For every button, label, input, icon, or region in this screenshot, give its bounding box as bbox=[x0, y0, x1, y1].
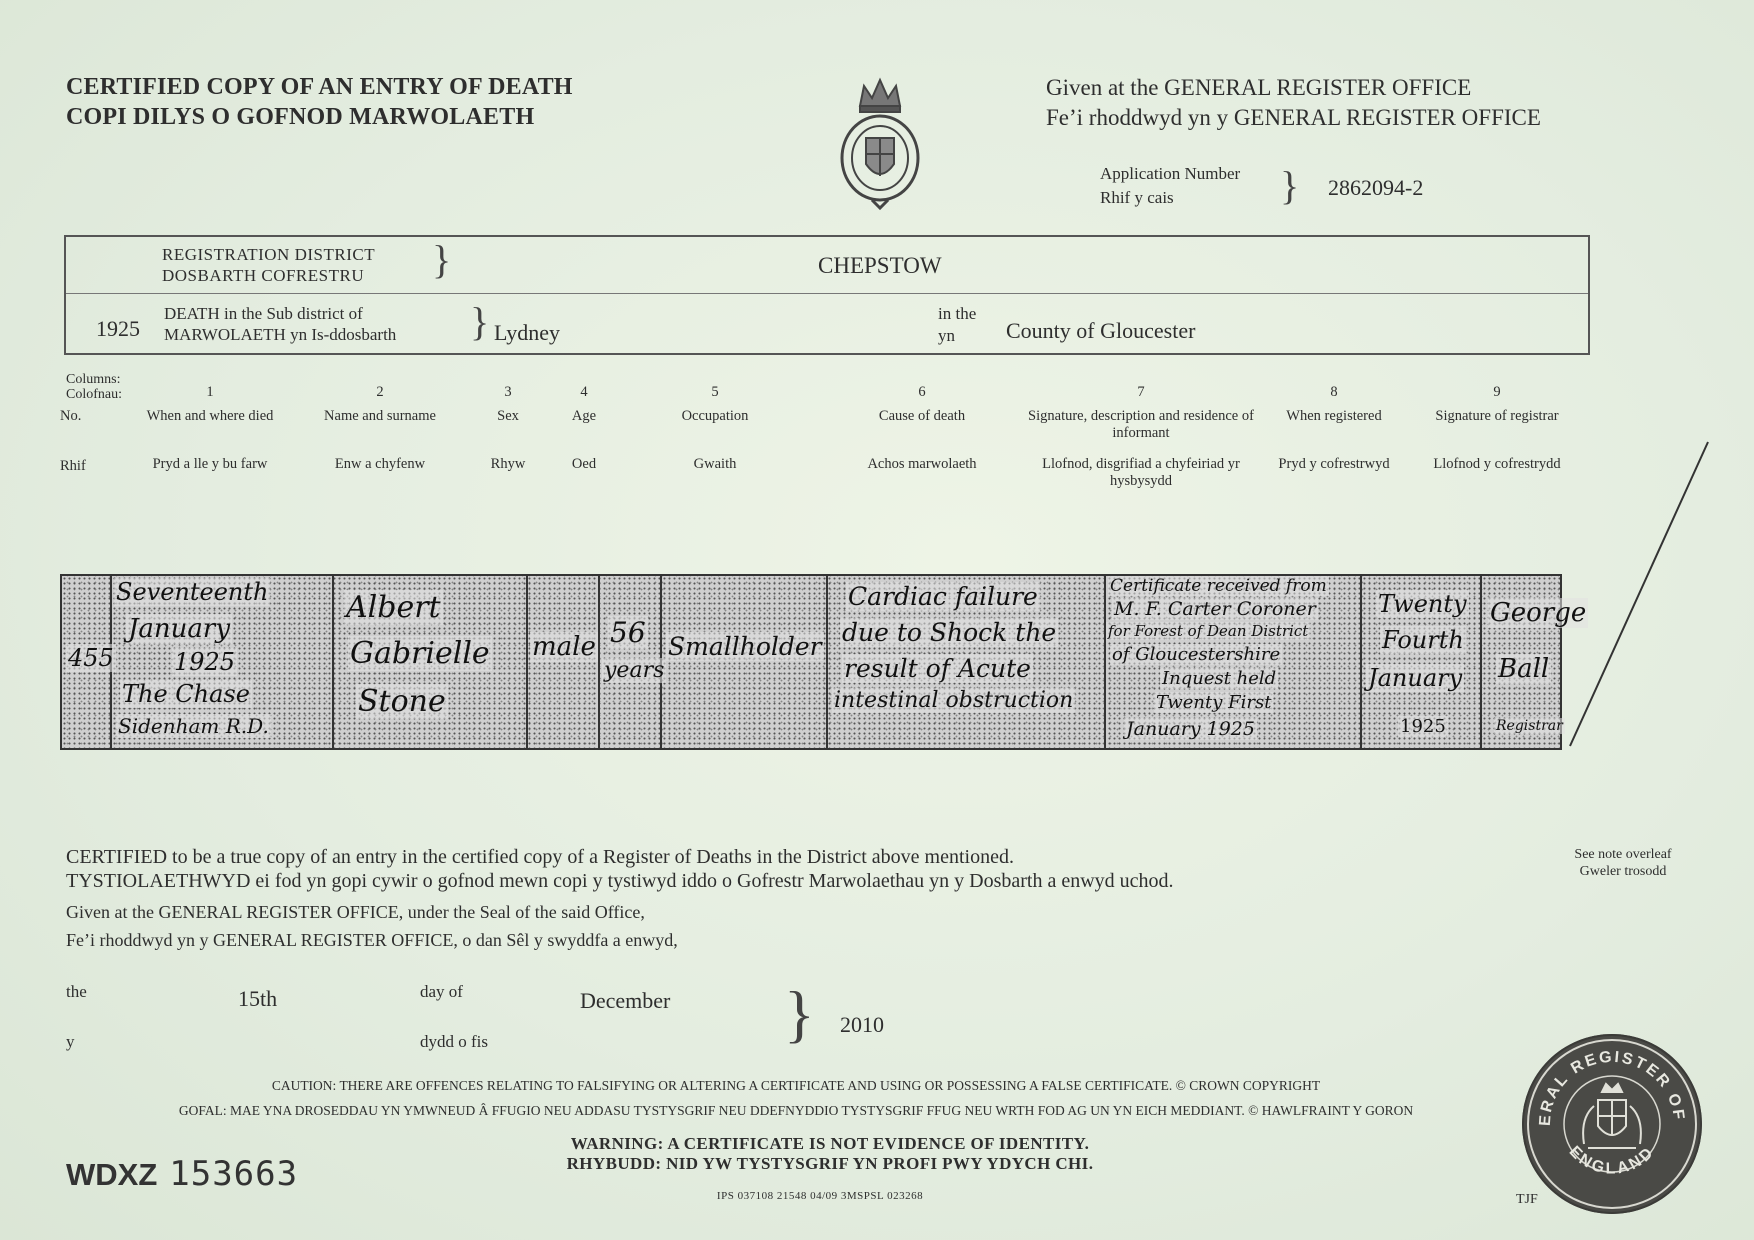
entry-cell-age bbox=[598, 576, 665, 748]
entry-cause-line: due to Shock the bbox=[842, 618, 1057, 647]
column-cy: Rhyw bbox=[490, 456, 526, 472]
royal-crest-icon bbox=[830, 72, 930, 212]
initials: TJF bbox=[1516, 1192, 1538, 1207]
entry-informant-line: for Forest of Dean District bbox=[1108, 622, 1309, 640]
district-label-welsh: DOSBARTH COFRESTRU bbox=[162, 266, 365, 285]
certified-statement-welsh: TYSTIOLAETHWYD ei fod yn gopi cywir o gofnod mewn copi y tystiwyd iddo o Gofrestr Marwolaethau yn y Dosbarth a enwyd uchod. bbox=[66, 870, 1174, 892]
entry-middle-name: Gabrielle bbox=[350, 636, 490, 671]
entry-number: 455 bbox=[68, 644, 114, 672]
entry-cell-no bbox=[62, 576, 112, 748]
brace-icon: } bbox=[470, 299, 490, 344]
column-header-2 bbox=[300, 384, 460, 473]
entry-informant-line: January 1925 bbox=[1126, 718, 1255, 740]
entry-cell-registered bbox=[1360, 576, 1482, 748]
date-day: 15th bbox=[238, 986, 278, 1011]
serial-prefix: WDXZ bbox=[66, 1157, 158, 1192]
in-the-english: in the bbox=[938, 304, 977, 323]
caution-english: CAUTION: THERE ARE OFFENCES RELATING TO FALSIFYING OR ALTERING A CERTIFICATE AND USING OR POSSESSING A FALSE CERTIFICATE. © CROWN COPYRIGHT bbox=[271, 1078, 1321, 1093]
column-en: Sex bbox=[497, 408, 519, 424]
registration-year: 1925 bbox=[96, 316, 140, 341]
entry-informant-line: Inquest held bbox=[1162, 668, 1277, 689]
column-number: 8 bbox=[1330, 384, 1338, 400]
column-cy: Llofnod y cofrestrydd bbox=[1433, 456, 1561, 472]
royal-arms-icon bbox=[1583, 1084, 1641, 1148]
columns-label bbox=[66, 372, 122, 402]
entry-death-day: Seventeenth bbox=[116, 578, 269, 606]
warning-welsh: RHYBUDD: NID YW TYSTYSGRIF YN PROFI PWY YDYCH CHI. bbox=[566, 1154, 1094, 1173]
district-value: CHEPSTOW bbox=[818, 253, 942, 278]
column-en: Name and surname bbox=[324, 408, 436, 424]
column-header-5 bbox=[640, 384, 790, 473]
entry-registered-ordinal: Fourth bbox=[1382, 626, 1464, 654]
column-header-no bbox=[60, 408, 100, 425]
print-code: IPS 037108 21548 04/09 3MSPSL 023268 bbox=[716, 1190, 924, 1202]
brace-icon: } bbox=[432, 237, 452, 282]
entry-informant-line: Twenty First bbox=[1156, 692, 1272, 713]
entry-surname: Stone bbox=[358, 684, 446, 719]
column-number: 3 bbox=[504, 384, 512, 400]
registration-divider bbox=[66, 293, 1588, 294]
general-register-office-seal bbox=[1522, 1034, 1702, 1214]
column-en: Age bbox=[571, 408, 597, 424]
column-cy: Achos marwolaeth bbox=[867, 456, 977, 472]
seal-top-text: ERAL REGISTER OF bbox=[1536, 1048, 1688, 1127]
entry-registrar-first-name: George bbox=[1490, 598, 1587, 628]
column-number: 2 bbox=[376, 384, 384, 400]
column-en: When and where died bbox=[146, 408, 274, 424]
entry-first-name: Albert bbox=[346, 590, 441, 625]
entry-informant-line: of Gloucestershire bbox=[1112, 644, 1281, 665]
date-the-english: the bbox=[66, 982, 87, 1001]
serial-number: 153663 bbox=[169, 1154, 299, 1194]
entry-sex: male bbox=[532, 632, 596, 662]
column-en: Cause of death bbox=[878, 408, 966, 424]
entry-cell-occupation bbox=[660, 576, 828, 748]
date-day-of-welsh: dydd o fis bbox=[420, 1032, 488, 1051]
see-note-overleaf bbox=[1548, 846, 1698, 880]
columns-label-welsh: Colofnau: bbox=[66, 387, 122, 402]
given-under-seal-welsh: Fe’i rhoddwyd yn y GENERAL REGISTER OFFICE, o dan Sêl y swyddfa a enwyd, bbox=[66, 930, 678, 950]
column-en: No. bbox=[60, 408, 82, 424]
column-cy: Enw a chyfenw bbox=[334, 456, 426, 472]
column-number: 4 bbox=[580, 384, 588, 400]
column-cy: Pryd y cofrestrwyd bbox=[1278, 456, 1390, 472]
column-number: 1 bbox=[206, 384, 214, 400]
entry-registered-year: 1925 bbox=[1400, 716, 1446, 737]
note-welsh: Gweler trosodd bbox=[1579, 864, 1667, 879]
brace-icon: } bbox=[784, 978, 815, 1049]
column-header-3 bbox=[476, 384, 540, 473]
certified-statement-english: CERTIFIED to be a true copy of an entry in the certified copy of a Register of Deaths in the District above mentioned. bbox=[66, 846, 1014, 868]
column-en: Signature, description and residence of informant bbox=[1028, 408, 1254, 441]
column-number: 9 bbox=[1493, 384, 1501, 400]
brace-icon: } bbox=[1280, 163, 1300, 208]
entry-registered-month: January bbox=[1368, 664, 1463, 692]
warning-english: WARNING: A CERTIFICATE IS NOT EVIDENCE OF IDENTITY. bbox=[570, 1134, 1090, 1153]
given-at-english: Given at the GENERAL REGISTER OFFICE bbox=[1046, 75, 1472, 100]
sub-district-value: Lydney bbox=[494, 320, 560, 345]
sub-district-label-welsh: MARWOLAETH yn Is-ddosbarth bbox=[164, 325, 397, 344]
column-header-4 bbox=[552, 384, 616, 473]
given-at-welsh: Fe’i rhoddwyd yn y GENERAL REGISTER OFFICE bbox=[1046, 105, 1541, 130]
in-the-welsh: yn bbox=[938, 326, 955, 345]
column-header-no-welsh bbox=[60, 458, 100, 475]
entry-cell-informant bbox=[1104, 576, 1362, 748]
entry-informant-line: Certificate received from bbox=[1110, 576, 1327, 596]
column-number: 5 bbox=[711, 384, 719, 400]
caution-welsh: GOFAL: MAE YNA DROSEDDAU YN YMWNEUD Â FFUGIO NEU ADDASU TYSTYSGRIF NEU DDEFNYDDIO TYSTYSGRIF FFUG NEU WRTH FOD AG UN YN EICH MEDDIANT. © HAWLFRAINT Y GORON bbox=[178, 1103, 1414, 1118]
sub-district-label-english: DEATH in the Sub district of bbox=[164, 304, 363, 323]
note-english: See note overleaf bbox=[1574, 847, 1672, 862]
date-month: December bbox=[580, 988, 671, 1013]
entry-death-year: 1925 bbox=[174, 648, 236, 676]
register-entry-row bbox=[60, 574, 1587, 750]
entry-informant-line: M. F. Carter Coroner bbox=[1114, 598, 1316, 620]
title-welsh: COPI DILYS O GOFNOD MARWOLAETH bbox=[66, 104, 535, 130]
given-under-seal-english: Given at the GENERAL REGISTER OFFICE, under the Seal of the said Office, bbox=[66, 902, 645, 922]
column-cy: Oed bbox=[571, 456, 597, 472]
entry-cell-registrar bbox=[1480, 576, 1587, 748]
application-label-welsh: Rhif y cais bbox=[1100, 188, 1174, 207]
column-header-7 bbox=[1016, 384, 1266, 490]
serial-number-block bbox=[66, 1154, 298, 1194]
application-number: 2862094-2 bbox=[1328, 175, 1424, 200]
entry-death-place: The Chase bbox=[122, 680, 250, 708]
column-header-1 bbox=[130, 384, 290, 473]
column-cy: Pryd a lle y bu farw bbox=[152, 456, 268, 472]
date-day-of-english: day of bbox=[420, 982, 463, 1001]
district-label-english: REGISTRATION DISTRICT bbox=[162, 245, 376, 264]
date-the-welsh: y bbox=[66, 1032, 75, 1051]
title-english: CERTIFIED COPY OF AN ENTRY OF DEATH bbox=[66, 74, 573, 100]
column-en: Signature of registrar bbox=[1435, 408, 1559, 424]
column-cy: Llofnod, disgrifiad a chyfeiriad yr hysbysydd bbox=[1042, 456, 1240, 489]
entry-cell-when-where bbox=[110, 576, 334, 748]
entry-cause-line: Cardiac failure bbox=[848, 582, 1038, 611]
entry-registrar-title: Registrar bbox=[1496, 718, 1563, 734]
seal-graphic bbox=[1522, 1034, 1702, 1214]
entry-cell-name bbox=[332, 576, 528, 748]
entry-death-district: Sidenham R.D. bbox=[118, 714, 269, 738]
entry-cause-line: intestinal obstruction bbox=[834, 688, 1074, 713]
entry-death-month: January bbox=[128, 614, 231, 644]
county-value: County of Gloucester bbox=[1006, 318, 1196, 343]
column-cy: Rhif bbox=[60, 458, 86, 474]
columns-label-english: Columns: bbox=[66, 372, 121, 387]
column-header-9 bbox=[1412, 384, 1582, 473]
entry-registered-day: Twenty bbox=[1378, 590, 1467, 618]
column-number: 7 bbox=[1137, 384, 1145, 400]
column-header-6 bbox=[842, 384, 1002, 473]
svg-text:GENERAL REGISTER OFFICE bbox=[1522, 1034, 1687, 1127]
entry-age-unit: years bbox=[604, 658, 665, 683]
entry-occupation: Smallholder bbox=[668, 632, 822, 661]
date-year: 2010 bbox=[840, 1012, 884, 1037]
seal-bottom-text: ENGLAND bbox=[1565, 1143, 1659, 1178]
entry-cause-line: result of Acute bbox=[844, 654, 1031, 683]
column-cy: Gwaith bbox=[693, 456, 737, 472]
entry-age: 56 bbox=[610, 616, 646, 649]
entry-cell-cause bbox=[826, 576, 1106, 748]
column-en: When registered bbox=[1286, 408, 1382, 424]
entry-registrar-surname: Ball bbox=[1498, 654, 1550, 684]
column-header-8 bbox=[1264, 384, 1404, 473]
entry-cell-sex bbox=[526, 576, 600, 748]
column-en: Occupation bbox=[681, 408, 749, 424]
column-number: 6 bbox=[918, 384, 926, 400]
application-label-english: Application Number bbox=[1100, 164, 1241, 183]
